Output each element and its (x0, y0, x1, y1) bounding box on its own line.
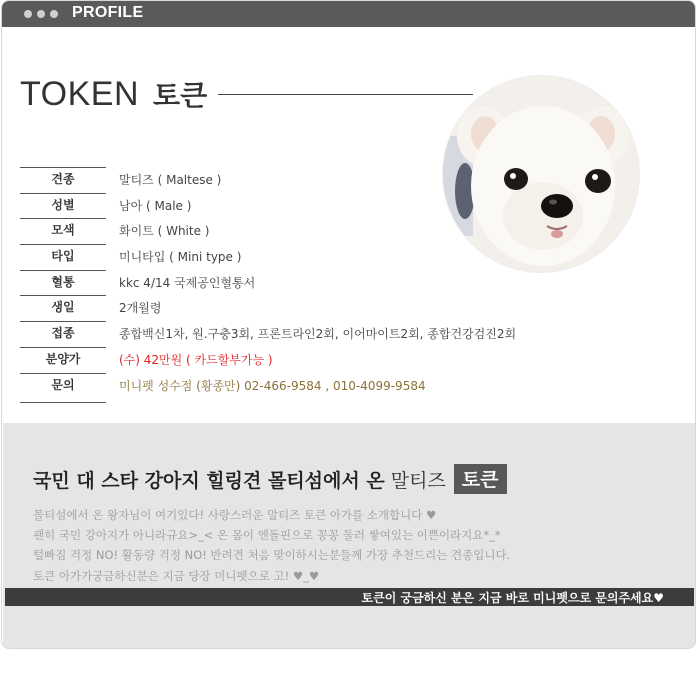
promo-headline-main: 국민 대 스타 강아지 힐링견 몰티섬에서 온 (33, 469, 385, 492)
promo-line: 털빠짐 걱정 NO! 활동량 걱정 NO! 반려견 처음 맞이하시는분들께 가장 추천드리는 견종입니다. (33, 548, 511, 563)
info-label: 문의 (20, 373, 106, 398)
info-row (20, 244, 540, 270)
info-value: 종합백신1차, 원.구충3회, 프론트라인2회, 이어마이트2회, 종합건강검진2회 (119, 327, 517, 342)
promo-headline-breed: 말티즈 (390, 469, 446, 492)
window-dots (24, 10, 58, 18)
info-row (20, 321, 540, 347)
info-value: 2개월령 (119, 301, 162, 316)
dog-name-en: TOKEN (20, 75, 140, 113)
profile-title: PROFILE (72, 4, 144, 21)
promo-section (3, 423, 696, 648)
info-value: kkc 4/14 국제공인혈통서 (119, 275, 256, 290)
promo-name-badge: 토큰 (454, 464, 507, 494)
dot-icon (50, 10, 58, 18)
info-value: 화이트 ( White ) (119, 224, 210, 239)
info-label: 타입 (20, 244, 106, 269)
promo-line: 괜히 국민 강아지가 아니라규요>_< 온 몸이 엔돌핀으로 꽁꽁 둘러 쌓여있는 이쁜이라지요*_* (33, 528, 501, 543)
info-label: 모색 (20, 218, 106, 243)
info-row (20, 295, 540, 321)
info-row (20, 270, 540, 296)
promo-line: 토큰 아가가궁금하신분은 지금 당장 미니펫으로 고! ♥_♥ (33, 568, 320, 583)
dog-name (20, 74, 207, 114)
dog-name-ko: 토큰 (153, 79, 208, 112)
info-value: (수) 42만원 ( 카드할부가능 ) (119, 352, 273, 367)
info-label: 분양가 (20, 347, 106, 372)
info-table-bottom-line (20, 402, 106, 403)
info-value: 남아 ( Male ) (119, 198, 192, 213)
promo-line: 몰티섬에서 온 왕자님이 여기있다! 사랑스러운 말티즈 토큰 아가를 소개합니다 ♥ (33, 508, 437, 522)
info-row (20, 347, 540, 373)
contact-banner (5, 588, 694, 606)
info-label: 성별 (20, 193, 106, 218)
info-value: 미니펫 성수점 (황종만) 02-466-9584 , 010-4099-9584 (119, 378, 426, 393)
info-label: 견종 (20, 167, 106, 192)
promo-headline (33, 464, 507, 494)
info-value: 미니타입 ( Mini type ) (119, 250, 242, 265)
info-value: 말티즈 ( Maltese ) (119, 173, 222, 187)
info-row (20, 218, 540, 244)
profile-header-bar (2, 1, 695, 27)
info-table (20, 167, 540, 398)
info-row (20, 373, 540, 399)
contact-banner-text: 토큰이 궁금하신 분은 지금 바로 미니펫으로 문의주세요♥ (361, 591, 664, 605)
info-label: 생일 (20, 295, 106, 320)
info-row (20, 193, 540, 219)
dot-icon (24, 10, 32, 18)
name-divider (218, 94, 473, 95)
promo-description (33, 505, 510, 586)
info-label: 접종 (20, 321, 106, 346)
info-label: 혈통 (20, 270, 106, 295)
dot-icon (37, 10, 45, 18)
info-row (20, 167, 540, 193)
profile-card (1, 0, 696, 649)
